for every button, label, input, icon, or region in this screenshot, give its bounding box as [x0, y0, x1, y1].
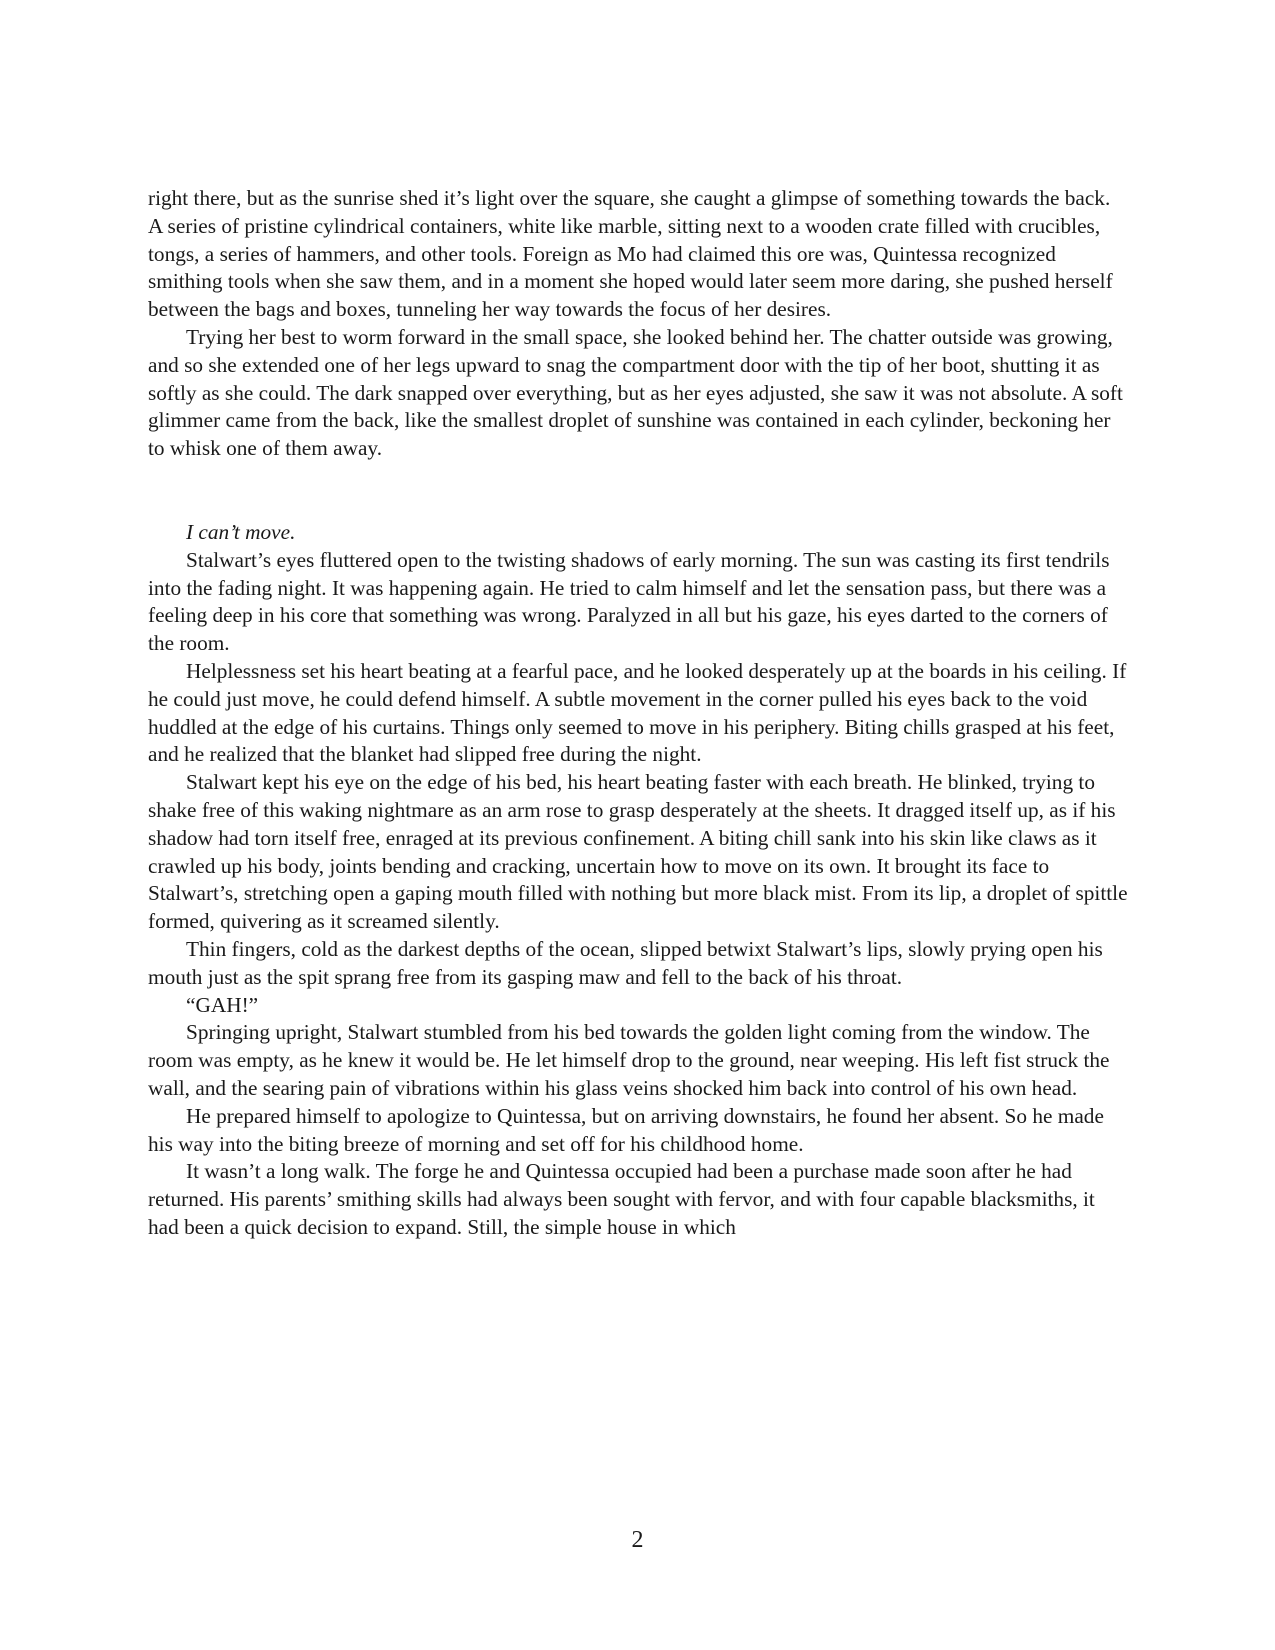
scene-opening-line: I can’t move.: [186, 519, 296, 544]
paragraph: It wasn’t a long walk. The forge he and Quintessa occupied had been a purchase made soon after he had returned. His parents’ smithing skills had always been sought with fervor, and with four capable blacksmiths, it had been a quick decision to expand. Still, the simple house in which: [148, 1159, 1095, 1239]
paragraph: Stalwart kept his eye on the edge of his bed, his heart beating faster with each breath. He blinked, trying to shake free of this waking nightmare as an arm rose to grasp desperately at the sheets. It dragged itself up, as if his shadow had torn itself free, enraged at its previous confinement. A biting chill sank into his skin like claws as it crawled up his body, joints bending and cracking, uncertain how to move on its own. It brought its face to Stalwart’s, stretching open a gaping mouth filled with nothing but more black mist. From its lip, a droplet of spittle formed, quivering as it screamed silently.: [148, 770, 1128, 934]
paragraph: He prepared himself to apologize to Quintessa, but on arriving downstairs, he found her absent. So he made his way into the biting breeze of morning and set off for his childhood home.: [148, 1103, 1104, 1156]
dialogue-line: “GAH!”: [186, 992, 259, 1017]
section-break: [148, 463, 1128, 519]
paragraph: Stalwart’s eyes fluttered open to the twisting shadows of early morning. The sun was casting its first tendrils into the fading night. It was happening again. He tried to calm himself and let the sensation pass, but there was a feeling deep in his core that something was wrong. Paralyzed in all but his gaze, his eyes darted to the corners of the room.: [148, 547, 1110, 656]
body-text: [148, 185, 1128, 1242]
paragraph: Helplessness set his heart beating at a fearful pace, and he looked desperately up at the boards in his ceiling. If he could just move, he could defend himself. A subtle movement in the corner pulled his eyes back to the void huddled at the edge of his curtains. Things only seemed to move in his periphery. Biting chills grasped at his feet, and he realized that the blanket had slipped free during the night.: [148, 658, 1127, 767]
paragraph-continuation: right there, but as the sunrise shed it’s light over the square, she caught a glimpse of something towards the back. A series of pristine cylindrical containers, white like marble, sitting next to a wooden crate filled with crucibles, tongs, a series of hammers, and other tools. Foreign as Mo had claimed this ore was, Quintessa recognized smithing tools when she saw them, and in a moment she hoped would later seem more daring, she pushed herself between the bags and boxes, tunneling her way towards the focus of her desires.: [148, 186, 1113, 322]
paragraph: Thin fingers, cold as the darkest depths of the ocean, slipped betwixt Stalwart’s lips, slowly prying open his mouth just as the spit sprang free from its gasping maw and fell to the back of his throat.: [148, 936, 1103, 989]
page-number: 2: [631, 1527, 644, 1553]
paragraph: Trying her best to worm forward in the small space, she looked behind her. The chatter outside was growing, and so she extended one of her legs upward to snag the compartment door with the tip of her boot, shutting it as softly as she could. The dark snapped over everything, but as her eyes adjusted, she saw it was not absolute. A soft glimmer came from the back, like the smallest droplet of sunshine was contained in each cylinder, beckoning her to whisk one of them away.: [148, 324, 1123, 461]
paragraph: Springing upright, Stalwart stumbled from his bed towards the golden light coming from the window. The room was empty, as he knew it would be. He let himself drop to the ground, near weeping. His left fist struck the wall, and the searing pain of vibrations within his glass veins shocked him back into control of his own head.: [148, 1020, 1110, 1100]
